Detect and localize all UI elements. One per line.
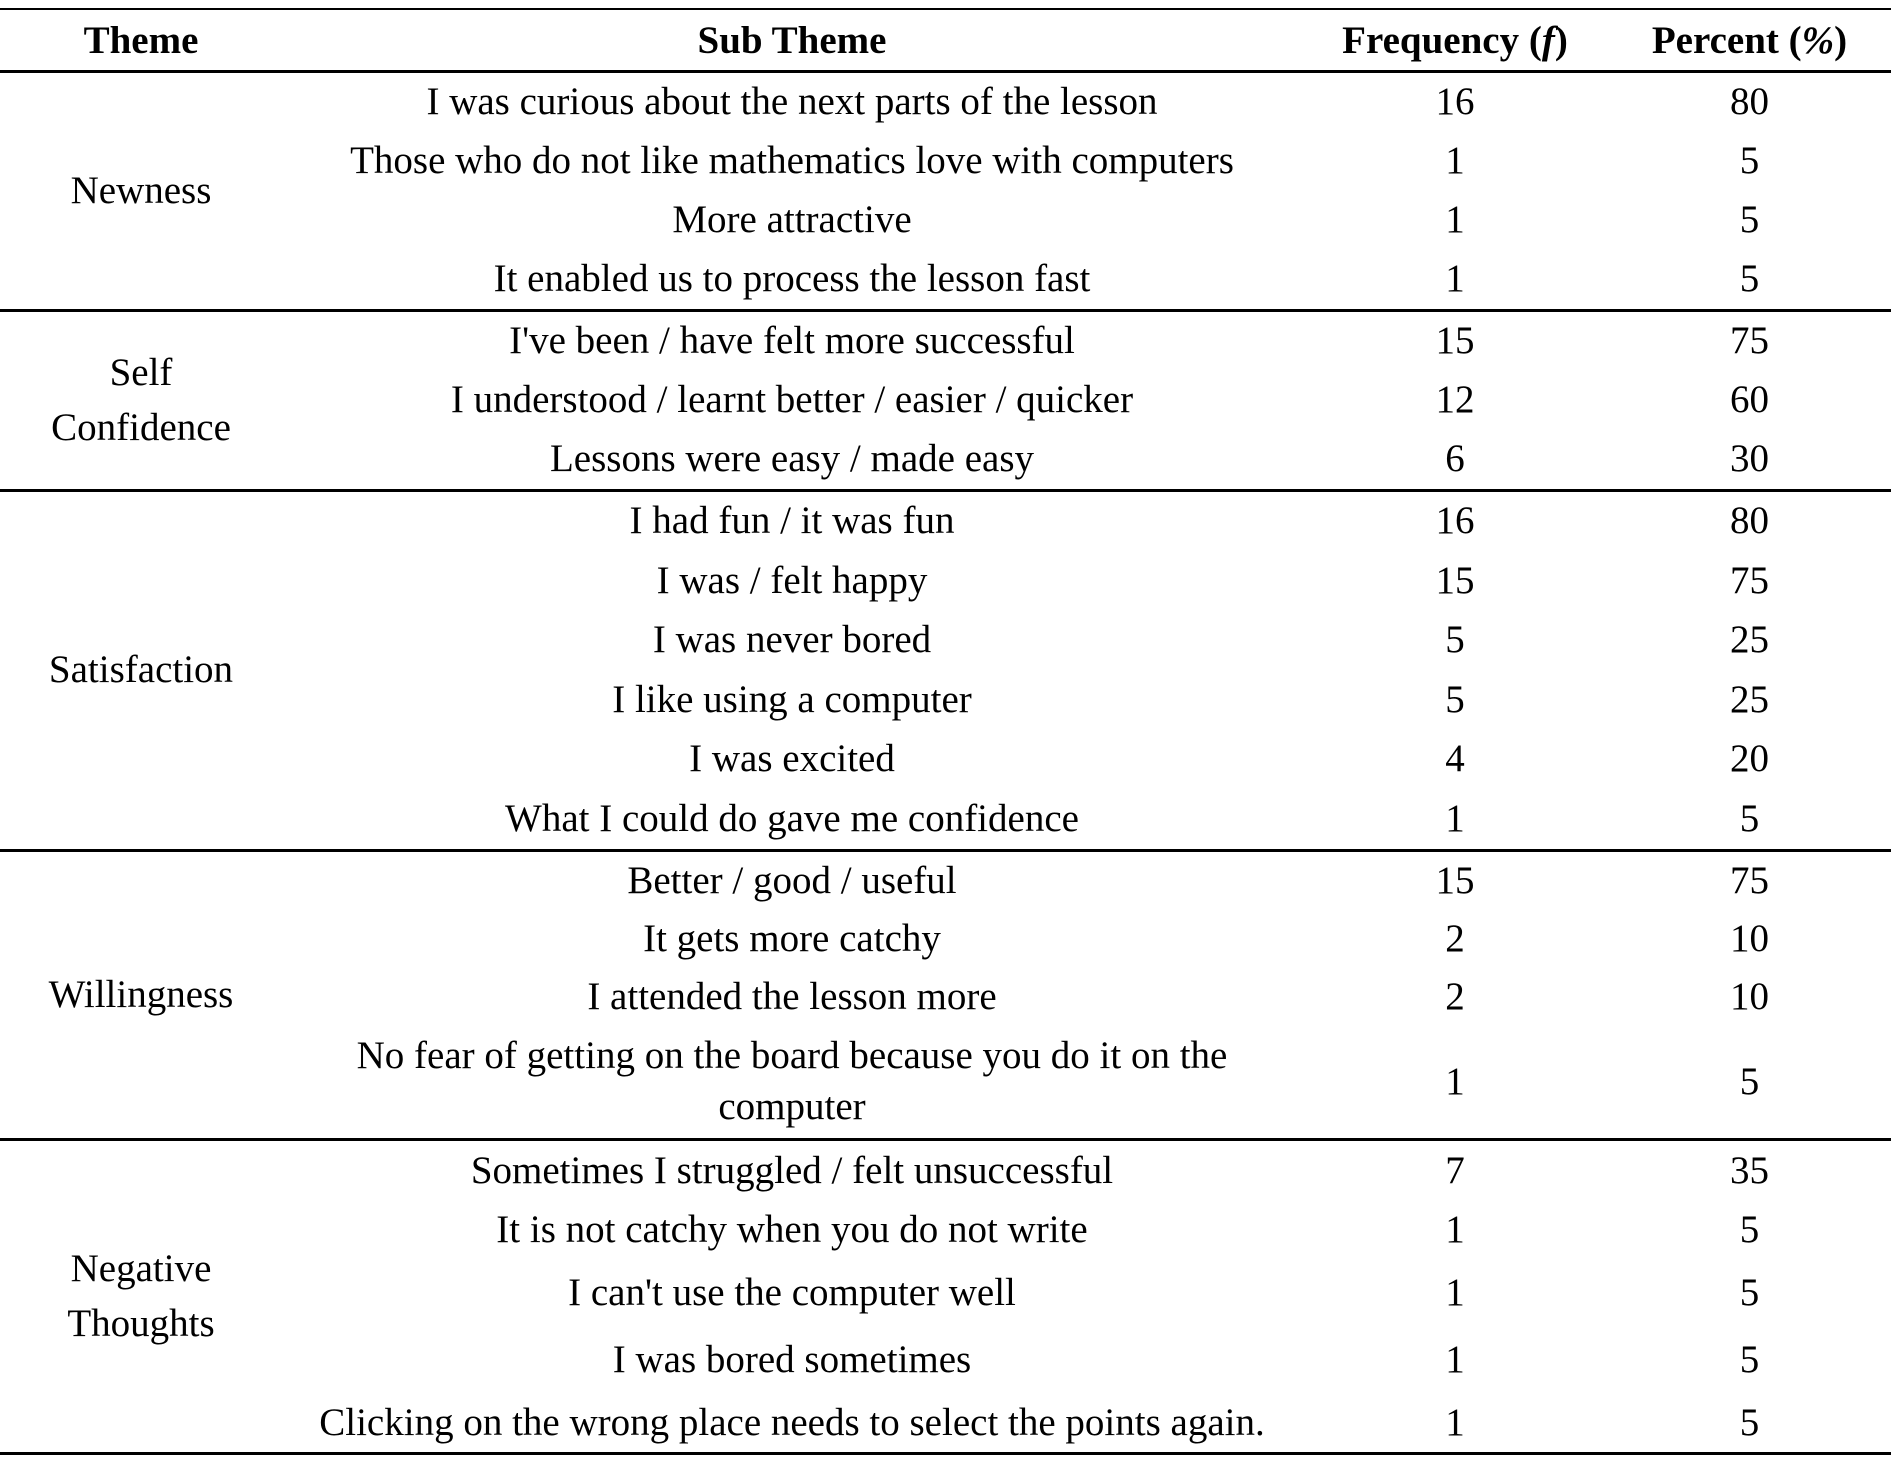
sub-theme-cell: I attended the lesson more bbox=[587, 974, 997, 1018]
header-sub-theme: Sub Theme bbox=[282, 10, 1302, 72]
table-row bbox=[0, 191, 1891, 250]
sub-theme-line1: No fear of getting on the board because you do it on the bbox=[356, 1034, 1228, 1078]
frequency-cell: 2 bbox=[1445, 974, 1465, 1018]
table-row bbox=[0, 1140, 1891, 1202]
percent-cell: 5 bbox=[1739, 1271, 1760, 1315]
frequency-cell: 1 bbox=[1302, 1394, 1608, 1454]
percent-cell: 5 bbox=[1739, 198, 1760, 242]
table-row bbox=[0, 250, 1891, 311]
table-row bbox=[0, 611, 1891, 671]
frequency-cell: 1 bbox=[1445, 1208, 1465, 1252]
percent-cell: 80 bbox=[1730, 499, 1769, 543]
header-theme: Theme bbox=[0, 10, 282, 72]
frequency-cell: 16 bbox=[1435, 499, 1475, 543]
theme-label: Newness bbox=[70, 168, 212, 212]
sub-theme-cell: What I could do gave me confidence bbox=[282, 790, 1302, 851]
percent-cell: 5 bbox=[1608, 250, 1891, 311]
percent-cell: 20 bbox=[1730, 737, 1769, 781]
table-row bbox=[0, 430, 1891, 491]
frequency-cell: 1 bbox=[1445, 1338, 1465, 1382]
frequency-cell: 1 bbox=[1302, 250, 1608, 311]
results-table bbox=[0, 10, 1891, 1455]
table-row bbox=[0, 1201, 1891, 1260]
sub-theme-cell: I can't use the computer well bbox=[568, 1271, 1016, 1315]
theme-label-line2: Confidence bbox=[51, 405, 231, 449]
percent-cell: 80 bbox=[1730, 80, 1769, 124]
header-frequency-prefix: Frequency ( bbox=[1342, 18, 1542, 62]
theme-label-line1: Negative bbox=[70, 1246, 212, 1290]
table-row bbox=[0, 730, 1891, 790]
header-row bbox=[0, 10, 1891, 72]
table-row bbox=[0, 1260, 1891, 1327]
frequency-cell: 1 bbox=[1445, 198, 1465, 242]
sub-theme-cell bbox=[282, 1026, 1302, 1140]
theme-cell bbox=[0, 1140, 282, 1454]
percent-cell: 25 bbox=[1730, 618, 1769, 662]
percent-cell: 75 bbox=[1730, 558, 1769, 602]
sub-theme-cell: I was / felt happy bbox=[656, 558, 928, 602]
percent-cell: 5 bbox=[1608, 790, 1891, 851]
percent-cell: 75 bbox=[1730, 858, 1769, 902]
frequency-cell: 15 bbox=[1435, 858, 1475, 902]
sub-theme-cell: More attractive bbox=[672, 198, 912, 242]
theme-cell bbox=[0, 851, 282, 1140]
sub-theme-cell: I've been / have felt more successful bbox=[509, 319, 1075, 363]
theme-cell bbox=[0, 491, 282, 851]
sub-theme-cell: It is not catchy when you do not write bbox=[496, 1208, 1088, 1252]
sub-theme-cell: Sometimes I struggled / felt unsuccessful bbox=[470, 1148, 1114, 1192]
frequency-cell: 5 bbox=[1445, 618, 1465, 662]
percent-cell: 60 bbox=[1730, 378, 1769, 422]
sub-theme-cell: It gets more catchy bbox=[643, 916, 941, 960]
frequency-cell: 1 bbox=[1445, 139, 1465, 183]
table-row bbox=[0, 1026, 1891, 1140]
theme-cell bbox=[0, 72, 282, 311]
table-row bbox=[0, 552, 1891, 612]
table-row bbox=[0, 72, 1891, 133]
sub-theme-cell: Clicking on the wrong place needs to select the points again. bbox=[282, 1394, 1302, 1454]
table-row bbox=[0, 851, 1891, 911]
frequency-cell: 1 bbox=[1445, 1271, 1465, 1315]
header-frequency-suffix: ) bbox=[1554, 18, 1568, 62]
sub-theme-cell: It enabled us to process the lesson fast bbox=[282, 250, 1302, 311]
header-percent-prefix: Percent ( bbox=[1651, 18, 1802, 62]
table-row bbox=[0, 311, 1891, 372]
theme-label: Satisfaction bbox=[48, 648, 234, 692]
frequency-cell: 2 bbox=[1445, 916, 1465, 960]
sub-theme-cell: Those who do not like mathematics love with computers bbox=[350, 139, 1234, 183]
header-percent-symbol: % bbox=[1801, 18, 1835, 62]
table-row bbox=[0, 671, 1891, 731]
frequency-cell: 1 bbox=[1302, 1026, 1608, 1140]
percent-cell: 5 bbox=[1608, 1394, 1891, 1454]
frequency-cell: 5 bbox=[1445, 677, 1465, 721]
sub-theme-cell: Lessons were easy / made easy bbox=[282, 430, 1302, 491]
table-row bbox=[0, 371, 1891, 430]
sub-theme-cell: I like using a computer bbox=[612, 677, 972, 721]
header-percent bbox=[1608, 10, 1891, 72]
percent-cell: 35 bbox=[1730, 1148, 1769, 1192]
theme-group-self-confidence bbox=[0, 311, 1891, 491]
frequency-cell: 12 bbox=[1435, 378, 1475, 422]
percent-cell: 5 bbox=[1739, 1338, 1760, 1382]
theme-label-line1: Self bbox=[109, 350, 173, 394]
theme-group-satisfaction bbox=[0, 491, 1891, 851]
sub-theme-cell: I was bored sometimes bbox=[612, 1338, 972, 1382]
theme-group-willingness bbox=[0, 851, 1891, 1140]
theme-cell bbox=[0, 311, 282, 491]
header-percent-suffix: ) bbox=[1834, 18, 1848, 62]
theme-group-newness bbox=[0, 72, 1891, 311]
theme-label-line2: Thoughts bbox=[67, 1301, 215, 1345]
table-row bbox=[0, 910, 1891, 968]
header-frequency bbox=[1302, 10, 1608, 72]
percent-cell: 5 bbox=[1739, 1208, 1760, 1252]
frequency-cell: 15 bbox=[1435, 558, 1475, 602]
sub-theme-cell: I was excited bbox=[689, 737, 895, 781]
frequency-cell: 1 bbox=[1302, 790, 1608, 851]
sub-theme-cell: I had fun / it was fun bbox=[629, 499, 955, 543]
table-row bbox=[0, 1327, 1891, 1394]
percent-cell: 30 bbox=[1608, 430, 1891, 491]
theme-label: Willingness bbox=[48, 972, 234, 1016]
table-row bbox=[0, 968, 1891, 1026]
percent-cell: 10 bbox=[1730, 974, 1769, 1018]
table-row bbox=[0, 132, 1891, 191]
sub-theme-line2: computer bbox=[718, 1085, 866, 1128]
sub-theme-cell: I understood / learnt better / easier / quicker bbox=[450, 378, 1134, 422]
frequency-cell: 6 bbox=[1302, 430, 1608, 491]
percent-cell: 75 bbox=[1730, 319, 1769, 363]
table-row bbox=[0, 790, 1891, 851]
table-row bbox=[0, 491, 1891, 552]
header-frequency-symbol: f bbox=[1541, 18, 1555, 62]
frequency-cell: 15 bbox=[1435, 319, 1475, 363]
frequency-cell: 16 bbox=[1435, 80, 1475, 124]
percent-cell: 10 bbox=[1730, 916, 1769, 960]
sub-theme-cell: I was curious about the next parts of the lesson bbox=[426, 80, 1158, 124]
frequency-cell: 4 bbox=[1445, 737, 1465, 781]
sub-theme-cell: Better / good / useful bbox=[627, 858, 957, 902]
percent-cell: 5 bbox=[1608, 1026, 1891, 1140]
theme-group-negative-thoughts bbox=[0, 1140, 1891, 1454]
table-row bbox=[0, 1394, 1891, 1454]
percent-cell: 5 bbox=[1739, 139, 1760, 183]
frequency-cell: 7 bbox=[1445, 1148, 1465, 1192]
percent-cell: 25 bbox=[1730, 677, 1769, 721]
sub-theme-cell: I was never bored bbox=[652, 618, 932, 662]
